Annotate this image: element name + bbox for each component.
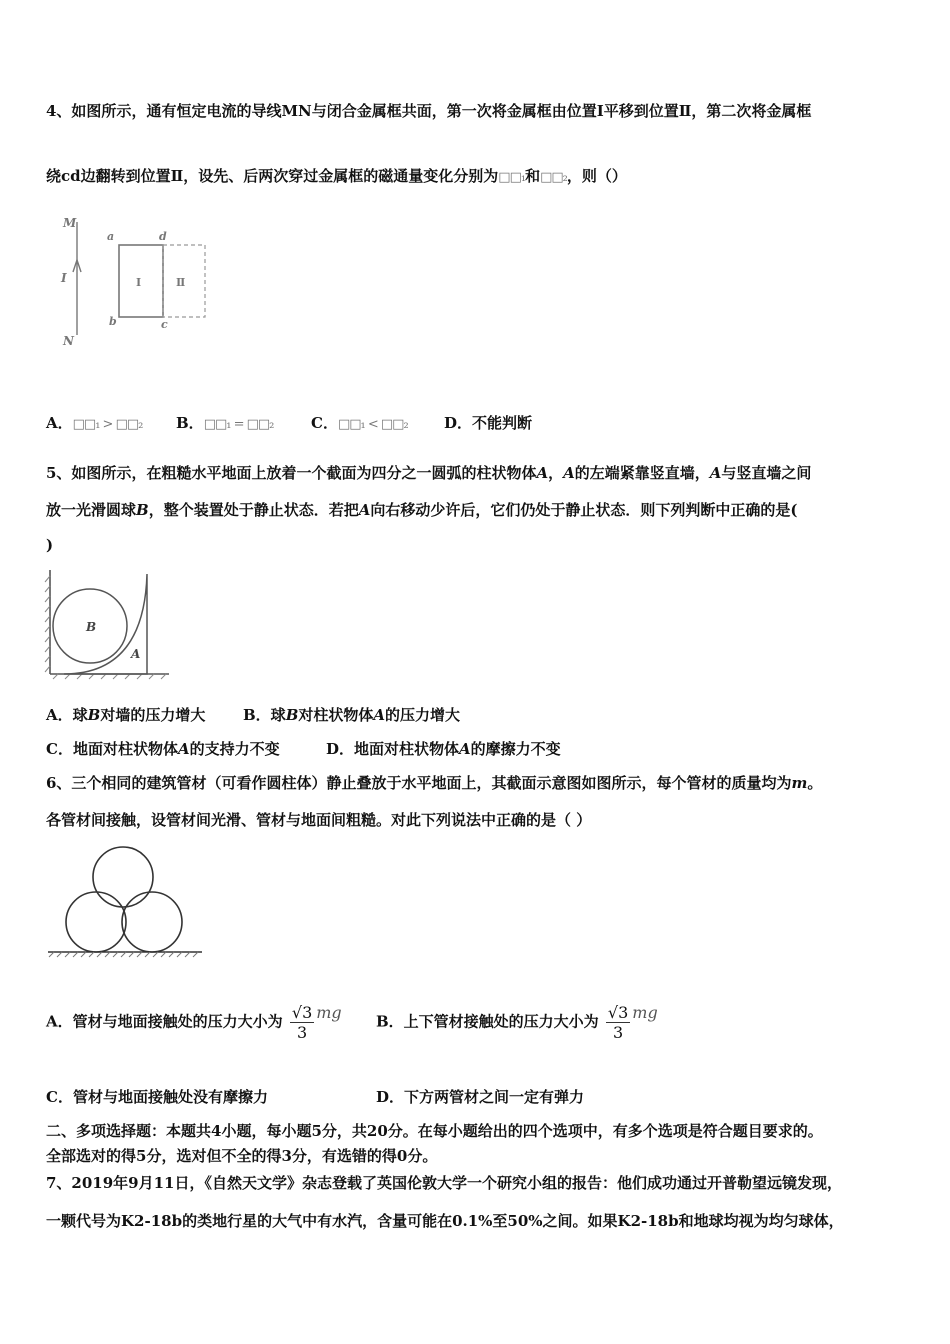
q4-stem-text-a: 绕cd边翻转到位置Ⅱ，设先、后两次穿过金属框的磁通量变化分别为 xyxy=(46,167,499,185)
q4-option-a-expr: □□₁ > □□₂ xyxy=(72,417,143,432)
q5-sep-1: ， xyxy=(548,464,564,482)
q4-option-a-label: A． xyxy=(46,414,73,432)
q5-option-b-var-b: B xyxy=(285,706,299,724)
q5-var-a-3: A xyxy=(709,464,722,482)
q6-option-b-denominator: 3 xyxy=(613,1023,624,1042)
q4-stem-text-b: ，则（） xyxy=(566,167,627,185)
q5-option-a-b: 对墙的压力增大 xyxy=(100,706,206,724)
q5-var-a-1: A xyxy=(536,464,549,482)
section2-heading-line1: 二、多项选择题：本题共4小题，每小题5分，共20分。在每小题给出的四个选项中，有多个选项是符合题目要求的。 xyxy=(46,1122,823,1140)
q4-figure xyxy=(55,210,225,350)
q5-fig-label-a: A xyxy=(131,647,141,661)
q5-close-paren: ) xyxy=(46,536,54,554)
q5-option-a-a: A．球 xyxy=(46,706,88,724)
q5-var-b: B xyxy=(136,501,149,519)
q4-stem-line1: 4、如图所示，通有恒定电流的导线MN与闭合金属框共面，第一次将金属框由位置Ⅰ平移到位置Ⅱ，第二次将金属框 xyxy=(46,102,812,120)
section2-heading-line2: 全部选对的得5分，选对但不全的得3分，有选错的得0分。 xyxy=(46,1147,438,1165)
q4-label-c: c xyxy=(161,318,168,331)
q4-label-m: M xyxy=(63,216,77,230)
q4-label-d: d xyxy=(159,230,167,243)
q6-period: 。 xyxy=(807,774,823,792)
q5-fig-label-b: B xyxy=(86,620,97,634)
q6-option-a-mg: mg xyxy=(316,1003,342,1022)
q6-option-c: C．管材与地面接触处没有摩擦力 xyxy=(46,1088,268,1106)
q6-option-b-text: B．上下管材接触处的压力大小为 xyxy=(376,1012,599,1031)
q5-option-c xyxy=(46,738,280,759)
q6-option-a-text: A．管材与地面接触处的压力大小为 xyxy=(46,1012,283,1031)
q6-figure xyxy=(44,842,206,960)
q6-option-a-fraction xyxy=(290,1003,314,1042)
q5-option-c-var-a: A xyxy=(177,740,190,758)
q6-option-b-fraction xyxy=(606,1003,630,1042)
q4-stem-line2 xyxy=(46,165,627,186)
q5-option-b-a: B．球 xyxy=(243,706,286,724)
q5-figure xyxy=(44,568,174,680)
q4-label-b: b xyxy=(109,315,117,328)
q6-pipe-top xyxy=(93,847,153,907)
q5-text-1c: 与竖直墙之间 xyxy=(721,464,812,482)
q5-option-c-a: C．地面对柱状物体 xyxy=(46,740,178,758)
q5-text-1b: 的左端紧靠竖直墙， xyxy=(574,464,710,482)
q5-open-paren: ( xyxy=(790,501,798,519)
q6-option-b-numerator: √3 xyxy=(607,1003,629,1022)
q6-option-a xyxy=(46,1003,342,1042)
q5-option-b-b: 对柱状物体 xyxy=(298,706,374,724)
q4-option-a xyxy=(46,412,142,433)
q4-label-i: I xyxy=(61,271,67,285)
q6-option-b xyxy=(376,1003,658,1042)
q5-option-d-b: 的摩擦力不变 xyxy=(470,740,561,758)
q4-option-d: D．不能判断 xyxy=(444,414,533,432)
q5-option-d xyxy=(326,738,561,759)
q5-text-1a: 5、如图所示，在粗糙水平地面上放着一个截面为四分之一圆弧的柱状物体 xyxy=(46,464,537,482)
q6-option-a-numerator: √3 xyxy=(291,1003,313,1022)
q4-stem-and: 和 xyxy=(525,167,541,185)
q4-flux-symbol-2: □□₂ xyxy=(540,170,567,185)
q6-pipe-bottom-left xyxy=(66,892,126,952)
q4-option-b-expr: □□₁ = □□₂ xyxy=(203,417,274,432)
q4-option-c-expr: □□₁ < □□₂ xyxy=(337,417,408,432)
q7-stem-line2: 一颗代号为K2-18b的类地行星的大气中有水汽，含量可能在0.1%至50%之间。如果K2-18b和地球均视为均匀球体， xyxy=(46,1212,844,1230)
q5-var-a-2: A xyxy=(563,464,575,482)
q4-option-b xyxy=(176,412,273,433)
q4-option-b-label: B． xyxy=(176,414,204,432)
q5-option-b-c: 的压力增大 xyxy=(385,706,461,724)
q6-option-d: D．下方两管材之间一定有弹力 xyxy=(376,1088,585,1106)
q5-option-b-var-a: A xyxy=(373,706,386,724)
q4-label-a: a xyxy=(107,230,115,243)
q4-option-c xyxy=(311,412,408,433)
q5-stem-line1 xyxy=(46,462,811,483)
q5-option-c-b: 的支持力不变 xyxy=(189,740,280,758)
q6-stem-line2: 各管材间接触，设管材间光滑、管材与地面间粗糙。对此下列说法中正确的是（ ） xyxy=(46,811,592,829)
q5-stem-line2 xyxy=(46,499,797,520)
q6-stem-line1 xyxy=(46,772,822,793)
q5-option-a-var-b: B xyxy=(87,706,101,724)
q6-var-m: m xyxy=(791,774,808,792)
q6-option-b-mg: mg xyxy=(632,1003,658,1022)
q5-text-2a: 放一光滑圆球 xyxy=(46,501,137,519)
q7-stem-line1: 7、2019年9月11日，《自然天文学》杂志登载了英国伦敦大学一个研究小组的报告：他们成功通过开普勒望远镜发现， xyxy=(46,1174,843,1192)
q5-option-b xyxy=(243,704,460,725)
q4-label-n: N xyxy=(63,334,74,348)
q5-option-d-var-a: A xyxy=(459,740,471,758)
q5-var-a-4: A xyxy=(358,501,371,519)
q5-option-a xyxy=(46,704,205,725)
q4-option-c-label: C． xyxy=(311,414,338,432)
q4-flux-symbol-1: □□₁ xyxy=(498,170,526,185)
q6-text-1a: 6、三个相同的建筑管材（可看作圆柱体）静止叠放于水平地面上，其截面示意图如图所示，每个管材的质量均为 xyxy=(46,774,792,792)
q5-text-2c: 向右移动少许后，它们仍处于静止状态．则下列判断中正确的是 xyxy=(370,501,791,519)
q6-pipe-bottom-right xyxy=(122,892,182,952)
q5-text-2b: ，整个装置处于静止状态．若把 xyxy=(148,501,359,519)
q6-option-a-denominator: 3 xyxy=(296,1023,308,1042)
q5-option-d-a: D．地面对柱状物体 xyxy=(326,740,460,758)
q4-label-pos1: Ⅰ xyxy=(136,276,142,289)
q4-label-pos2: Ⅱ xyxy=(176,276,186,289)
